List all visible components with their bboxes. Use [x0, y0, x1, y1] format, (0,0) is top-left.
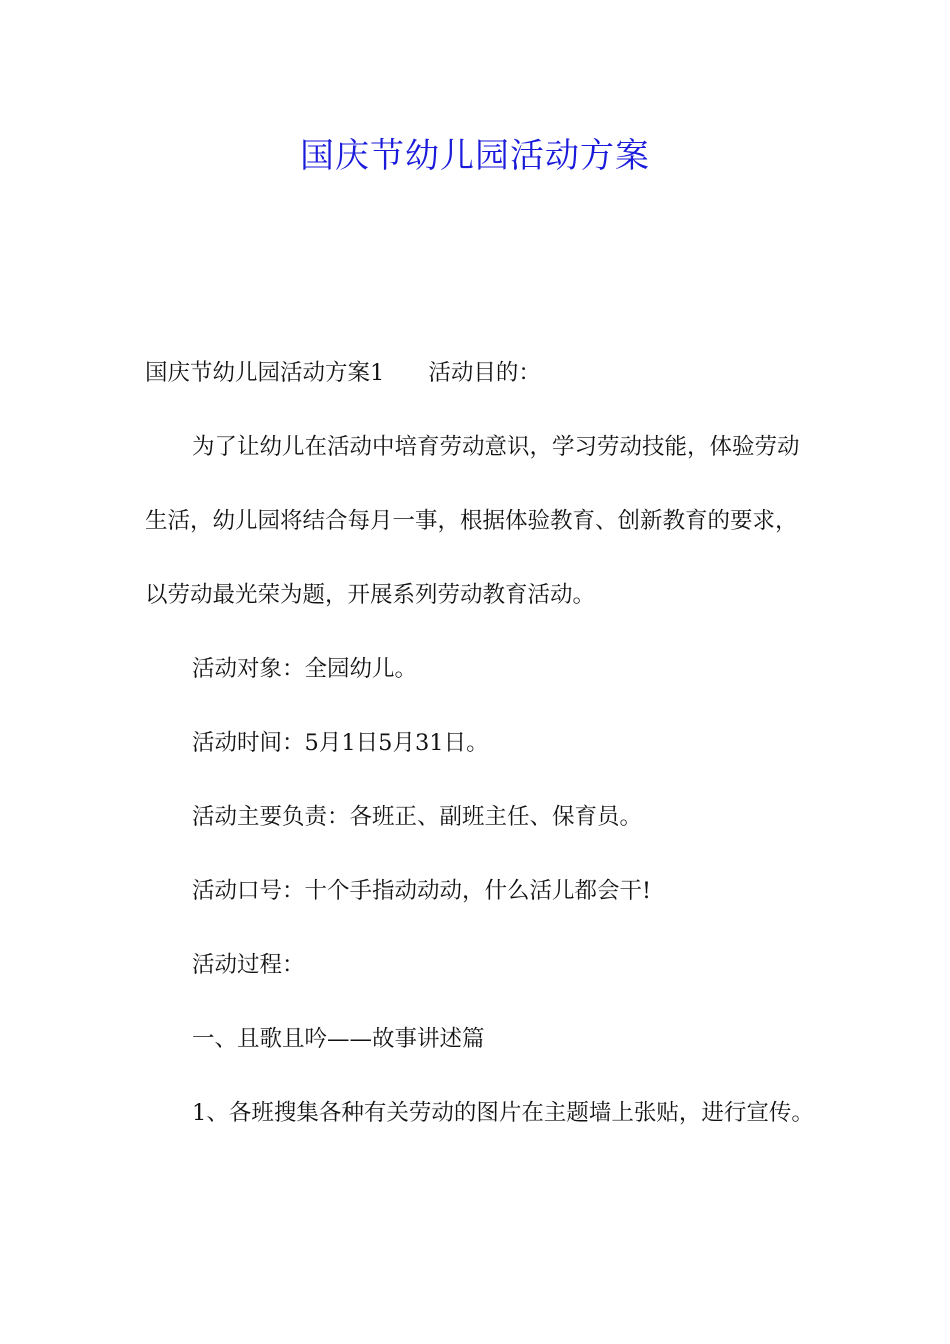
document-title: 国庆节幼儿园活动方案	[300, 136, 650, 176]
paragraph-responsible: 活动主要负责：各班正、副班主任、保育员。	[192, 804, 643, 830]
paragraph-process: 活动过程：	[192, 952, 305, 978]
document-body	[145, 336, 815, 1150]
paragraph-item-one: 1、各班搜集各种有关劳动的图片在主题墙上张贴，进行宣传。	[192, 1100, 814, 1126]
paragraph-time: 活动时间：5月1日5月31日。	[192, 730, 489, 756]
purpose-label: 活动目的：	[428, 360, 541, 386]
paragraph-purpose: 为了让幼儿在活动中培育劳动意识，学习劳动技能，体验劳动生活，幼儿园将结合每月一事，根据体验教育、创新教育的要求，以劳动最光荣为题，开展系列劳动教育活动。	[145, 434, 800, 608]
section-heading-line	[145, 336, 815, 410]
section-title: 国庆节幼儿园活动方案1	[145, 360, 385, 386]
paragraph-slogan: 活动口号：十个手指动动动，什么活儿都会干!	[192, 878, 652, 904]
paragraph-target: 活动对象：全园幼儿。	[192, 656, 418, 682]
paragraph-part-one: 一、且歌且吟——故事讲述篇	[192, 1026, 485, 1052]
